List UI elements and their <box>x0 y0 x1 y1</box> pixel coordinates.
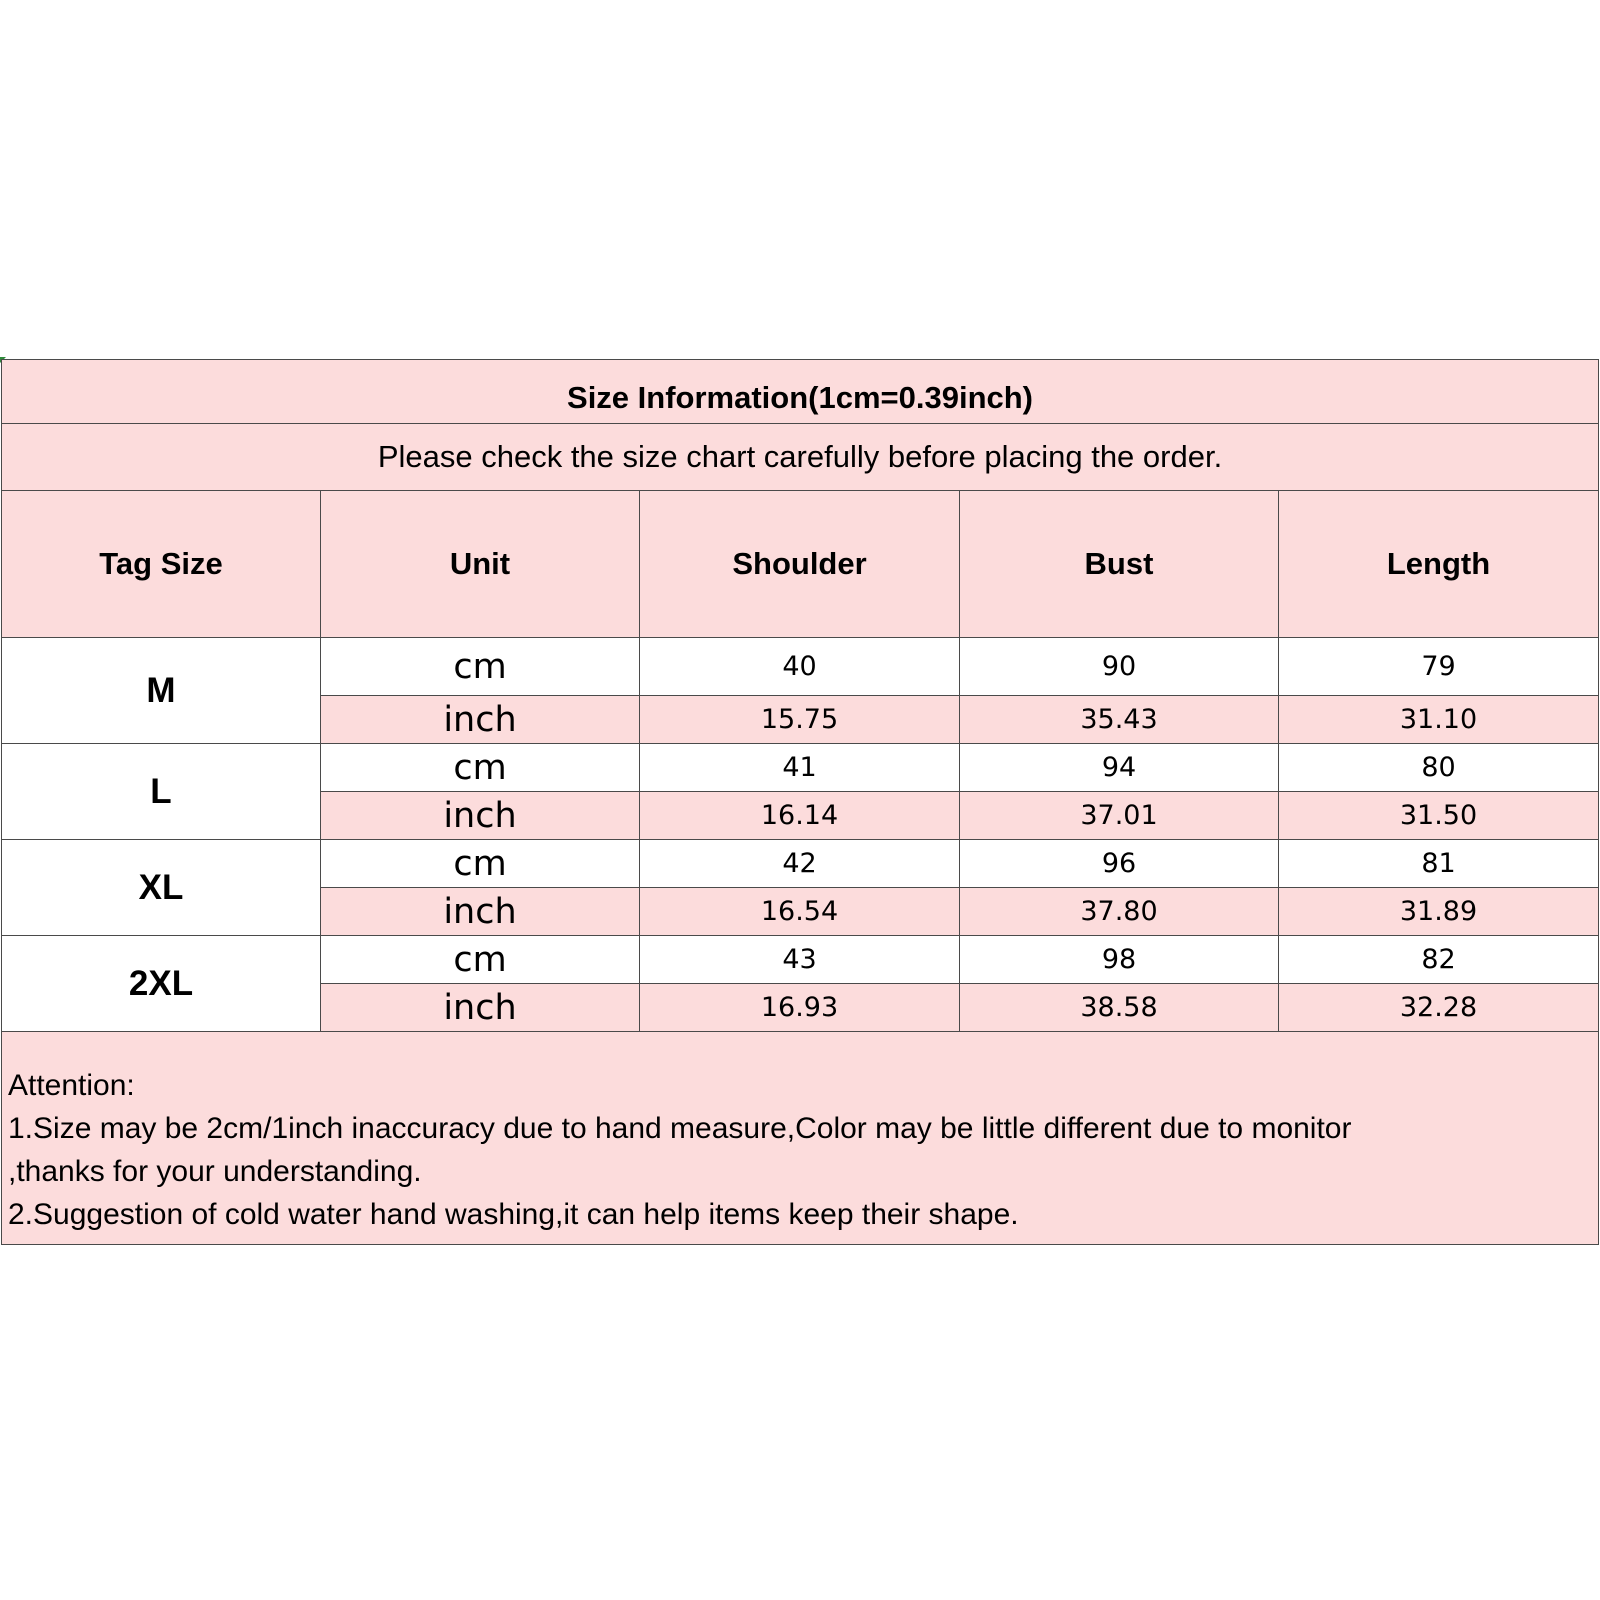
unit-cell: cm <box>321 936 640 984</box>
table-title: Size Information(1cm=0.39inch) <box>2 360 1599 424</box>
unit-cell: inch <box>321 888 640 936</box>
length-cell: 81 <box>1279 840 1599 888</box>
table-row <box>2 638 1599 696</box>
attention-notes <box>2 1032 1599 1245</box>
shoulder-cell: 43 <box>640 936 960 984</box>
unit-cell: inch <box>321 696 640 744</box>
length-cell: 31.50 <box>1279 792 1599 840</box>
unit-cell: cm <box>321 840 640 888</box>
header-bust: Bust <box>960 491 1279 638</box>
table-row <box>2 744 1599 792</box>
unit-cell: inch <box>321 792 640 840</box>
notes-line-1: 1.Size may be 2cm/1inch inaccuracy due to hand measure,Color may be little different due to monitor <box>8 1112 1352 1145</box>
bust-cell: 35.43 <box>960 696 1279 744</box>
table-row <box>2 840 1599 888</box>
shoulder-cell: 42 <box>640 840 960 888</box>
length-cell: 31.10 <box>1279 696 1599 744</box>
bust-cell: 37.80 <box>960 888 1279 936</box>
notes-row <box>2 1032 1599 1245</box>
tag-size-cell: L <box>2 744 321 840</box>
shoulder-cell: 41 <box>640 744 960 792</box>
shoulder-cell: 16.93 <box>640 984 960 1032</box>
size-table <box>1 359 1599 1245</box>
unit-cell: inch <box>321 984 640 1032</box>
bust-cell: 90 <box>960 638 1279 696</box>
length-cell: 31.89 <box>1279 888 1599 936</box>
size-chart-sheet <box>1 359 1598 1245</box>
unit-cell: cm <box>321 638 640 696</box>
length-cell: 82 <box>1279 936 1599 984</box>
bust-cell: 98 <box>960 936 1279 984</box>
header-length: Length <box>1279 491 1599 638</box>
header-unit: Unit <box>321 491 640 638</box>
shoulder-cell: 16.54 <box>640 888 960 936</box>
tag-size-cell: XL <box>2 840 321 936</box>
shoulder-cell: 15.75 <box>640 696 960 744</box>
table-row <box>2 936 1599 984</box>
subtitle-row <box>2 424 1599 491</box>
header-row <box>2 491 1599 638</box>
title-row <box>2 360 1599 424</box>
header-tag-size: Tag Size <box>2 491 321 638</box>
unit-cell: cm <box>321 744 640 792</box>
shoulder-cell: 40 <box>640 638 960 696</box>
table-subtitle: Please check the size chart carefully before placing the order. <box>2 424 1599 491</box>
bust-cell: 94 <box>960 744 1279 792</box>
tag-size-cell: M <box>2 638 321 744</box>
bust-cell: 37.01 <box>960 792 1279 840</box>
bust-cell: 96 <box>960 840 1279 888</box>
header-shoulder: Shoulder <box>640 491 960 638</box>
shoulder-cell: 16.14 <box>640 792 960 840</box>
length-cell: 32.28 <box>1279 984 1599 1032</box>
notes-line-2: ,thanks for your understanding. <box>8 1155 422 1188</box>
notes-heading: Attention: <box>8 1069 135 1102</box>
length-cell: 79 <box>1279 638 1599 696</box>
tag-size-cell: 2XL <box>2 936 321 1032</box>
length-cell: 80 <box>1279 744 1599 792</box>
notes-line-3: 2.Suggestion of cold water hand washing,it can help items keep their shape. <box>8 1198 1019 1231</box>
bust-cell: 38.58 <box>960 984 1279 1032</box>
